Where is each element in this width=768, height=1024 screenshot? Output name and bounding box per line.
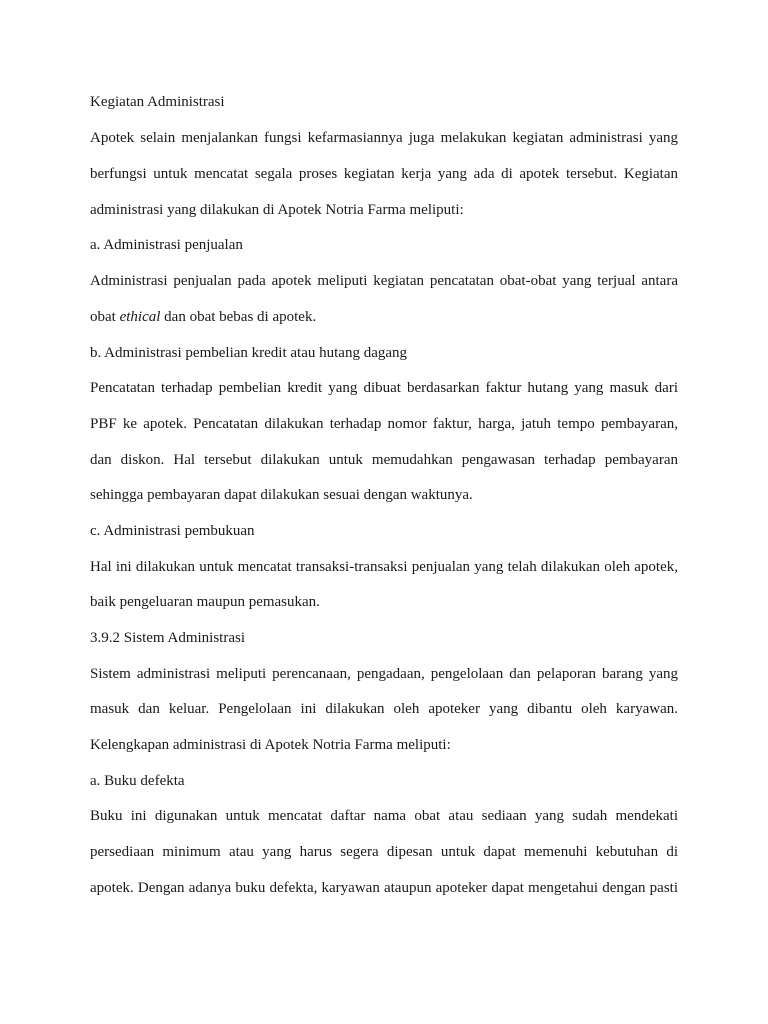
section-b-line: PBF ke apotek. Pencatatan dilakukan terhadap nomor faktur, harga, jatuh tempo pembayaran, — [90, 416, 678, 432]
section-a-text: dan obat bebas di apotek. — [160, 309, 317, 325]
section-392-line: masuk dan keluar. Pengelolaan ini dilakukan oleh apoteker yang dibantu oleh karyawan. — [90, 701, 678, 717]
intro-line: Apotek selain menjalankan fungsi kefarmasiannya juga melakukan kegiatan administrasi yang — [90, 130, 678, 146]
section-b-line: dan diskon. Hal tersebut dilakukan untuk memudahkan pengawasan terhadap pembayaran — [90, 452, 678, 468]
section-392-line: Sistem administrasi meliputi perencanaan, pengadaan, pengelolaan dan pelaporan barang yang — [90, 666, 678, 682]
section-392-title: 3.9.2 Sistem Administrasi — [90, 630, 246, 646]
section-b-title: b. Administrasi pembelian kredit atau hutang dagang — [90, 345, 408, 361]
section-a-line: Administrasi penjualan pada apotek meliputi kegiatan pencatatan obat-obat yang terjual antara — [90, 273, 678, 289]
buku-defekta-line: persediaan minimum atau yang harus segera dipesan untuk dapat memenuhi kebutuhan di — [90, 844, 678, 860]
intro-line: berfungsi untuk mencatat segala proses kegiatan kerja yang ada di apotek tersebut. Kegiatan — [90, 166, 678, 182]
section-a-title: a. Administrasi penjualan — [90, 237, 243, 253]
section-b-line: Pencatatan terhadap pembelian kredit yang dibuat berdasarkan faktur hutang yang masuk dari — [90, 380, 678, 396]
buku-defekta-line: apotek. Dengan adanya buku defekta, karyawan ataupun apoteker dapat mengetahui dengan pasti — [90, 880, 678, 896]
buku-defekta-title: a. Buku defekta — [90, 773, 185, 789]
section-c-line: baik pengeluaran maupun pemasukan. — [90, 594, 320, 610]
section-c-title: c. Administrasi pembukuan — [90, 523, 255, 539]
buku-defekta-line: Buku ini digunakan untuk mencatat daftar nama obat atau sediaan yang sudah mendekati — [90, 808, 678, 824]
section-a-text: obat — [90, 309, 120, 325]
section-392-line: Kelengkapan administrasi di Apotek Notria Farma meliputi: — [90, 737, 451, 753]
section-b-line: sehingga pembayaran dapat dilakukan sesuai dengan waktunya. — [90, 487, 473, 503]
section-a-line — [90, 307, 678, 327]
document-heading: Kegiatan Administrasi — [90, 94, 225, 110]
intro-line: administrasi yang dilakukan di Apotek Notria Farma meliputi: — [90, 202, 464, 218]
section-c-line: Hal ini dilakukan untuk mencatat transaksi-transaksi penjualan yang telah dilakukan oleh apotek, — [90, 559, 678, 575]
section-a-italic-term: ethical — [119, 309, 161, 325]
